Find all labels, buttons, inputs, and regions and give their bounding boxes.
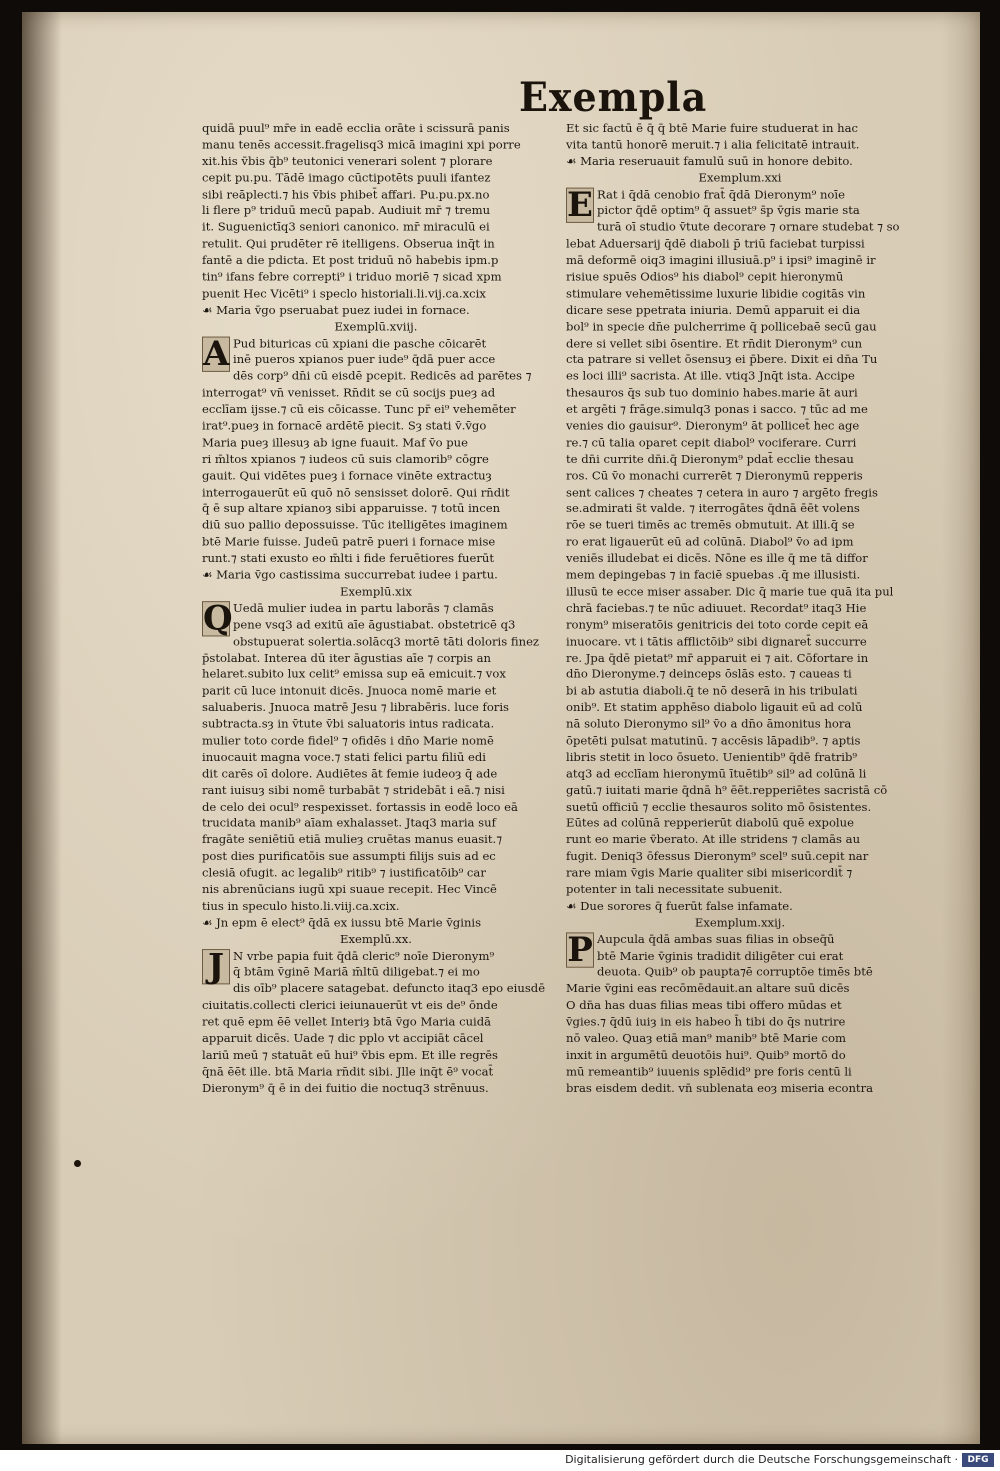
text-line: li flere p⁹ triduū mecū papab. Audiuit mr̄ ⁊ tremu xyxy=(202,203,491,218)
text-line: inē pueros xpianos puer iude⁹ q̄dā puer acce xyxy=(233,352,496,367)
dfg-logo: DFG xyxy=(962,1453,994,1467)
text-line: chrā faciebas.⁊ te nūc adiuuet. Recordat⁹ itaq3 Hie xyxy=(566,601,867,615)
text-line: vita tantū honorē meruit.⁊ i alia felicitatē intrauit. xyxy=(566,137,860,152)
exemplum-heading-20: Exemplū.xx. xyxy=(340,932,412,946)
text-line: q̄nā ēēt ille. btā Maria rn̄dit sibi. Jlle inq̄t ē⁹ vocat̄ xyxy=(202,1064,494,1079)
text-line: Aupcula q̄dā ambas suas filias in obseq̄ū xyxy=(597,932,835,946)
text-line: q̄ btām v̄ginē Mariā m̄ltū diligebat.⁊ ei mo xyxy=(233,965,480,979)
text-line: thesauros q̄s sub tuo dominio habes.marie āt auri xyxy=(566,385,858,400)
exemplum-20-text xyxy=(202,948,550,1097)
text-line: saluaberis. Jnuoca matrē Jesu ⁊ librabēris. luce foris xyxy=(202,700,509,715)
text-line: cepit pu.pu. Tādē imago cūctipotēts puuli ifantez xyxy=(202,170,491,185)
text-line: clesiā ofugit. ac legalib⁹ ritib⁹ ⁊ iustificatōib⁹ car xyxy=(202,865,486,880)
exemplum-heading-19: Exemplū.xix xyxy=(340,584,412,599)
text-line: ri m̄ltos xpianos ⁊ iudeos cū suis clamorib⁹ cōgre xyxy=(202,452,489,466)
text-line: O dn̄a has duas filias meas tibi offero mūdas et xyxy=(566,998,842,1012)
text-line: trucidata manib⁹ aīam exhalasset. Jtaq3 maria suf xyxy=(202,816,496,830)
text-line: nō valeo. Quaȝ etiā man⁹ manib⁹ btē Marie com xyxy=(566,1031,846,1046)
text-line: btē Marie v̄ginis tradidit diligēter cui erat xyxy=(597,948,844,963)
text-line: Uedā mulier iudea in partu laborās ⁊ clamās xyxy=(233,601,494,615)
text-line: mā deformē oiq3 imagini illusiuā.p⁹ i ipsi⁹ imaginē ir xyxy=(566,253,876,268)
text-line: dicare sese ppetrata iniuria. Demū apparuit ei dia xyxy=(566,303,861,317)
text-line: illusū te ecce miser assaber. Dic q̄ marie tue quā ita pul xyxy=(566,584,894,599)
text-line: inuocauit magna voce.⁊ stati felici partu filiū edi xyxy=(202,749,486,764)
exemplum-heading-21: Exemplum.xxi xyxy=(698,170,782,185)
text-line: libris stetit in loco ōsueto. Uenientib⁹ q̄dē fratrib⁹ xyxy=(566,749,858,764)
text-line: irat⁹.pueȝ in fornacē ardētē piecit. Sȝ stati v̄.v̄go xyxy=(202,418,487,433)
exemplum-18-text xyxy=(202,335,550,583)
text-line: et argēti ⁊ frāge.simulq3 ponas i sacco. ⁊ tūc ad me xyxy=(566,402,868,417)
text-line: re.⁊ cū talia oparet cepit diabol⁹ vociferare. Curri xyxy=(566,435,857,450)
text-line: Et sic factū ē q̄ q̄ btē Marie fuire studuerat in hac xyxy=(566,120,859,135)
text-line: tius in speculo histo.li.viij.ca.xcix. xyxy=(202,898,400,913)
text-line: se.admirati s̄t valde. ⁊ iterrogātes q̄dnā ēēt volens xyxy=(566,501,860,516)
text-line: p̄stolabat. Interea dū iter āgustias aīe ⁊ corpis an xyxy=(202,650,492,665)
text-line: mem depingebas ⁊ in faciē spuebas .q̄ me illusisti. xyxy=(566,567,861,582)
exemplum-21-text xyxy=(566,186,914,914)
text-line: interrogauerūt eū quō nō sensisset dolorē. Qui rn̄dit xyxy=(202,485,510,499)
running-head: Exempla xyxy=(518,74,708,121)
drop-capital: J xyxy=(202,949,230,984)
text-line: onib⁹. Et statim apphēso diabolo ligauit eū ad colū xyxy=(566,700,863,715)
text-line: mulier toto corde fidel⁹ ⁊ ofidēs i dn̄o Marie nomē xyxy=(202,733,494,748)
text-line: dn̄o Dieronyme.⁊ deinceps ōslās esto. ⁊ caueas ti xyxy=(566,667,852,681)
right-opening-lines xyxy=(566,120,914,170)
text-line: pene vsq3 ad exitū aīe āgustiabat. obstetricē q3 xyxy=(233,617,516,632)
text-line: sibi reāplecti.⁊ his v̄bis phibet̄ affari. Pu.pu.px.no xyxy=(202,187,490,201)
text-line: helaret.subito lux celit⁹ emissa sup eā emicuit.⁊ vox xyxy=(202,667,506,681)
text-line: es loci illi⁹ sacrista. At ille. vtiq3 Jnq̄t ista. Accipe xyxy=(566,369,855,383)
text-line: apparuit dicēs. Uade ⁊ dic pplo vt accipiāt cācel xyxy=(202,1031,484,1046)
text-line: ro erat ligauerūt eū ad colūnā. Diabol⁹ v̄o ad ipm xyxy=(566,534,854,549)
text-line: quidā puul⁹ mr̄e in eadē ecclia orāte i scissurā panis xyxy=(202,120,510,135)
text-line: dere si vellet sibi ōsentire. Et rn̄dit Dieronym⁹ cun xyxy=(566,336,863,350)
text-line: potenter in tali necessitate subuenit. xyxy=(566,882,783,897)
text-line: rare miam v̄gis Marie qualiter sibi misericordit̄ ⁊ xyxy=(566,865,853,880)
text-line: ōpetēti pulsat matutinū. ⁊ accēsis lāpadib⁹. ⁊ aptis xyxy=(566,733,861,748)
text-line: veniēs illudebat ei dicēs. Nōne es ille q̄ me tā diffor xyxy=(566,551,868,566)
text-line: fantē a die pdicta. Et post triduū nō habebis ipm.p xyxy=(202,253,499,268)
text-line: risiue spuēs Odios⁹ his diabol⁹ cepit hieronymū xyxy=(566,269,844,284)
text-line: inuocare. vt i tātis afflictōib⁹ sibi dignaret̄ succurre xyxy=(566,634,867,648)
text-line: retulit. Qui prudēter rē itelligens. Obserua inq̄t in xyxy=(202,236,495,251)
text-line: suetū officiū ⁊ ecclie thesauros solito mō ōsistentes. xyxy=(566,799,872,814)
text-line: sent calices ⁊ cheates ⁊ cetera in auro ⁊ argēto fregis xyxy=(566,485,878,499)
text-line: lebat Aduersarij q̄dē diaboli p̄ triū faciebat turpissi xyxy=(566,236,865,251)
text-line: manu tenēs accessit.fragelisq3 micā imagini xpi porre xyxy=(202,137,521,152)
text-line: mū remeantib⁹ iuuenis splēdid⁹ pre foris centū li xyxy=(566,1064,852,1079)
exemplum-heading-18: Exemplū.xviij. xyxy=(334,319,418,334)
left-column xyxy=(202,120,550,1097)
text-line: ciuitatis.collecti clerici ieiunauerūt vt eis de⁹ ōnde xyxy=(202,998,498,1012)
text-line: stimulare vehemētissime luxurie libidie cogitās vin xyxy=(566,286,866,301)
text-line: subtracta.sȝ in v̄tute v̄bi saluatoris intus radicata. xyxy=(202,716,495,731)
text-line: dis oīb⁹ placere satagebat. defuncto itaq3 epo eiusdē xyxy=(233,981,546,996)
text-line: btē Marie fuisse. Judeū patrē pueri i fornace mise xyxy=(202,534,496,549)
text-line: Marie v̄gini eas recōmēdauit.an altare suū dicēs xyxy=(566,981,850,996)
text-line: bol⁹ in specie dn̄e pulcherrime q̄ pollicebaē secū gau xyxy=(566,319,877,334)
text-line: v̄gies.⁊ q̄dū iuiȝ in eis habeo h̄ tibi do q̄s nutrire xyxy=(566,1014,846,1029)
text-line: inxit in argumētū deuotōis hui⁹. Quib⁹ mortō do xyxy=(566,1047,846,1062)
text-line: rōe se tueri timēs ac tremēs obmutuit. At illi.q̄ se xyxy=(566,518,855,532)
text-line: nā soluto Dieronymo sil⁹ v̄o a dn̄o āmonitus hora xyxy=(566,716,852,731)
text-line: post dies purificatōis sue assumpti filijs suis ad ec xyxy=(202,849,496,864)
text-line: ☙ Due sorores q̄ fuerūt false infamate. xyxy=(566,898,793,913)
text-line: Eūtes ad colūnā repperierūt diabolū quē expolue xyxy=(566,816,854,830)
text-line: obstupuerat solertia.solācq3 mortē tāti doloris finez xyxy=(233,634,540,648)
text-line: cta patrare si vellet ōsensuȝ ei p̄bere. Dixit ei dn̄a Tu xyxy=(566,352,878,367)
text-line: de celo dei ocul⁹ respexisset. fortassis in eodē loco eā xyxy=(202,799,518,814)
text-line: Rat i q̄dā cenobio frat̄ q̄dā Dieronym⁹ noīe xyxy=(597,187,845,201)
text-line: Pud bituricas cū xpiani die pasche cōicarēt xyxy=(233,336,487,350)
text-line: atq3 ad ecclīam hieronymū ītuētib⁹ sil⁹ ad colūnā li xyxy=(566,766,867,781)
text-line: ret quē epm ēē vellet Interiȝ btā v̄go Maria cuidā xyxy=(202,1014,492,1029)
text-line: diū suo pallio depossuisse. Tūc itelligētes imaginem xyxy=(202,518,508,532)
binding-shadow xyxy=(22,12,62,1444)
text-line: ☙ Maria v̄go castissima succurrebat iudee i partu. xyxy=(202,567,498,582)
text-line: dit carēs oī dolore. Audiētes āt femie iudeoȝ q̄ ade xyxy=(202,766,498,781)
exemplum-heading-22: Exemplum.xxij. xyxy=(694,915,786,930)
drop-capital: Q xyxy=(203,600,233,639)
text-line: fugit. Deniq3 ōfessus Dieronym⁹ scel⁹ suū.cepit nar xyxy=(566,849,869,864)
text-line: ecclīam ijsse.⁊ cū eis cōicasse. Tunc pr̄ ei⁹ vehemēter xyxy=(202,402,516,417)
text-line: puenit Hec Vicēti⁹ i speclo historiali.li.vij.ca.xcix xyxy=(202,286,486,301)
text-line: deuota. Quib⁹ ob paupta⁊ē corruptōe timēs btē xyxy=(597,965,873,979)
text-line: venies dio gauisur⁹. Dieronym⁹ āt pollicet̄ hec age xyxy=(566,418,860,433)
text-line: ros. Cū v̄o monachi currerēt ⁊ Dieronymū repperis xyxy=(566,468,863,483)
exemplum-22-text xyxy=(566,931,914,1097)
right-column xyxy=(566,120,914,1097)
text-line: q̄ ē sup altare xpianoȝ sibi apparuisse. ⁊ totū incen xyxy=(202,501,501,516)
drop-capital: E xyxy=(567,186,593,225)
text-line: ☙ Maria reseruauit famulū suū in honore debito. xyxy=(566,154,853,168)
drop-capital: A xyxy=(203,335,230,374)
text-line: nis abrenūcians iugū xpi suaue recepit. Hec Vincē xyxy=(202,882,497,897)
text-line: ☙ Jn epm ē elect⁹ q̄dā ex iussu btē Marie v̄ginis xyxy=(202,915,482,930)
text-line: rant iuisuȝ sibi nomē turbabāt ⁊ stridebāt i eā.⁊ nisi xyxy=(202,783,505,797)
text-line: Dieronym⁹ q̄ ē in dei fuitio die noctuq3 strēnuus. xyxy=(202,1081,489,1095)
text-line: re. Jpa q̄dē pietat⁹ mr̄ apparuit ei ⁊ ait. Cōfortare in xyxy=(566,650,869,665)
footer-bar xyxy=(0,1450,1000,1471)
text-line: ☙ Maria v̄go pseruabat puez iudei in fornace. xyxy=(202,303,470,317)
text-line: lariū meū ⁊ statuāt eū hui⁹ v̄bis epm. Et ille regrēs xyxy=(202,1047,498,1062)
ink-spot xyxy=(74,1160,81,1167)
exemplum-19-text xyxy=(202,600,550,931)
left-opening-lines xyxy=(202,120,550,319)
text-line: bras eisdem dedit. vn̄ sublenata eoȝ miseria econtra xyxy=(566,1081,874,1095)
text-line: dēs corp⁹ dn̄i cū eisdē pcepit. Redicēs ad parētes ⁊ xyxy=(233,369,532,383)
text-line: ronym⁹ miseratōis genitricis dei toto corde cepit eā xyxy=(566,617,869,632)
text-line: gauit. Qui vidētes pueȝ i fornace vinēte extractuȝ xyxy=(202,468,492,483)
text-line: bi ab astutia diaboli.q̄ te nō deserā in his tribulati xyxy=(566,683,858,698)
funding-credit: Digitalisierung gefördert durch die Deutsche Forschungsgemeinschaft · xyxy=(565,1453,958,1466)
text-line: interrogat⁹ vn̄ venisset. Rn̄dit se cū socijs pueȝ ad xyxy=(202,385,496,400)
text-line: turā oī studio v̄tute decorare ⁊ ornare studebat ⁊ so xyxy=(597,220,900,235)
text-line: runt.⁊ stati exusto eo m̄lti i fide feruētiores fuerūt xyxy=(202,551,495,566)
text-line: runt eo marie v̄berato. At ille stridens ⁊ clamās au xyxy=(566,832,861,847)
text-line: N vrbe papia fuit q̄dā cleric⁹ noīe Dieronym⁹ xyxy=(233,948,495,963)
text-line: fragāte seniētiū etiā mulieȝ cruētas manus euasit.⁊ xyxy=(202,832,502,847)
text-line: te dn̄i currite dn̄i.q̄ Dieronym⁹ pdat̄ ecclie thesau xyxy=(566,452,854,466)
text-line: pictor q̄dē optim⁹ q̄ assuet⁹ s̄p v̄gis marie sta xyxy=(597,203,860,218)
text-line: Maria pueȝ illesuȝ ab igne fuauit. Maf v̄o pue xyxy=(202,435,469,450)
text-line: gatū.⁊ iuitati marie q̄dnā h⁹ ēēt.repperiētes sacristā cō xyxy=(566,783,888,797)
text-line: tin⁹ ifans febre correpti⁹ i triduo moriē ⁊ sicad xpm xyxy=(202,269,502,284)
text-line: parit cū luce intonuit dicēs. Jnuoca nomē marie et xyxy=(202,683,497,698)
text-line: xit.his v̄bis q̄b⁹ teutonici venerari solent ⁊ plorare xyxy=(202,154,493,168)
drop-capital: P xyxy=(567,931,593,970)
text-line: it. Suguenictīq3 seniori canonico. mr̄ miraculū ei xyxy=(202,220,490,235)
